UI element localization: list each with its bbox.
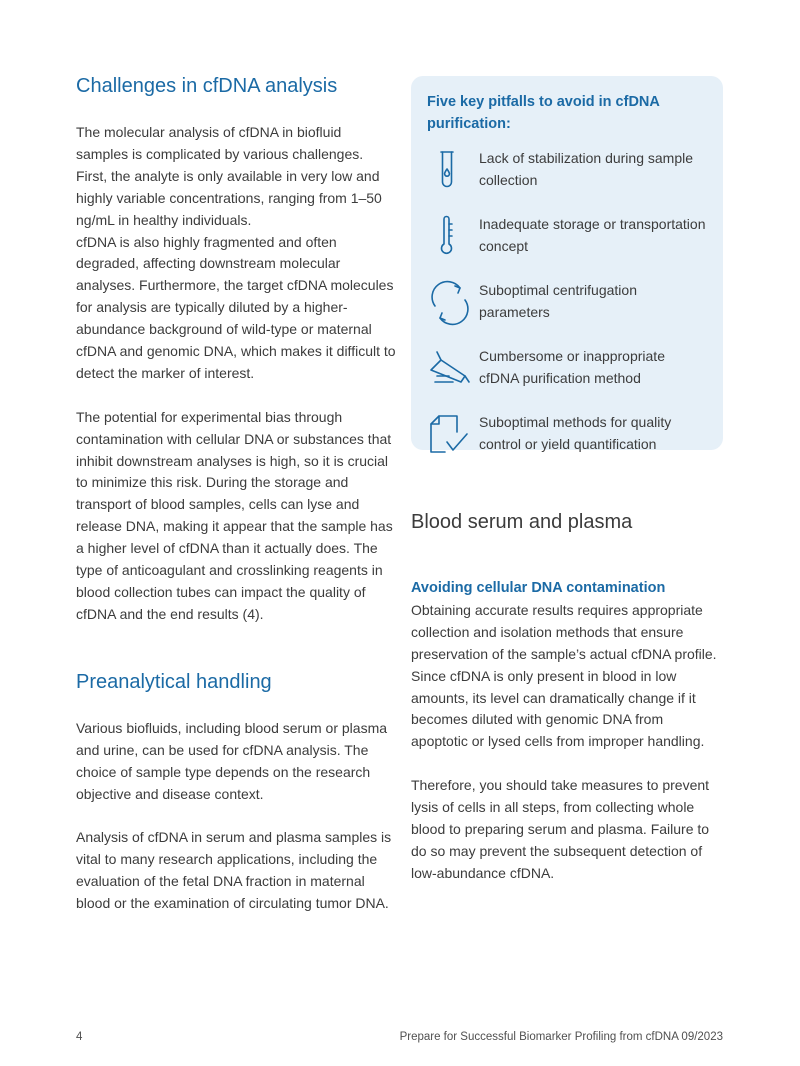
rotation-arrows-icon [427, 280, 479, 326]
pitfall-item [427, 148, 707, 214]
challenges-paragraph-3: The potential for experimental bias through contamination with cellular DNA or substances that inhibit downstream analyses is high, so it is crucial to minimize this risk. During the storage and transport of blood samples, cells can lyse and release DNA, making it appear that the sample has a higher level of cfDNA than it actually does. The type of anticoagulant and crosslinking reagents in blood collection tubes can impact the quality of cfDNA and the end results (4). [76, 408, 393, 622]
document-check-icon [427, 412, 479, 458]
pitfalls-title: Five key pitfalls to avoid in cfDNA purification: [427, 94, 660, 132]
pitfall-text: Lack of stabilization during sample collection [479, 149, 694, 188]
pitfall-text: Inadequate storage or transportation concept [479, 215, 706, 254]
pitfall-item [427, 412, 707, 478]
pipette-icon [427, 346, 479, 392]
pitfall-text: Suboptimal centrifugation parameters [479, 281, 637, 320]
footer-text: Prepare for Successful Biomarker Profiling from cfDNA 09/2023 [399, 1031, 723, 1043]
test-tube-icon [427, 148, 479, 194]
pitfall-text: Suboptimal methods for quality control or yield quantification [479, 413, 672, 452]
preanalytical-heading: Preanalytical handling [76, 670, 272, 693]
challenges-heading: Challenges in cfDNA analysis [76, 75, 338, 97]
blood-paragraph-2: Therefore, you should take measures to prevent lysis of cells in all steps, from collecting whole blood to preparing serum and plasma. Failure to do so may prevent the subsequent detection of low-abundance cfDNA. [411, 777, 710, 881]
preanalytical-paragraph-1: Various biofluids, including blood serum or plasma and urine, can be used for cfDNA analysis. The choice of sample type depends on the research objective and disease context. [76, 719, 388, 802]
challenges-paragraph-1: The molecular analysis of cfDNA in biofluid samples is complicated by various challenges. First, the analyte is only available in very low and highly variable concentrations, ranging from 1–50 ng/mL in healthy individuals. [76, 124, 382, 228]
pitfall-item [427, 346, 707, 412]
pitfall-item [427, 280, 707, 346]
challenges-paragraph-2: cfDNA is also highly fragmented and often degraded, affecting downstream molecular analyses. Furthermore, the target cfDNA molecules for analysis are typically diluted by a higher-abundance background of wild-type or maternal cfDNA and genomic DNA, which makes it difficult to detect the marker of interest. [76, 233, 396, 381]
pitfall-item [427, 214, 707, 280]
right-column [411, 76, 723, 885]
pitfall-text: Cumbersome or inappropriate cfDNA purification method [479, 347, 665, 386]
page-number: 4 [76, 1031, 83, 1043]
blood-serum-heading: Blood serum and plasma [411, 511, 633, 533]
pitfalls-box [411, 76, 723, 450]
preanalytical-paragraph-2: Analysis of cfDNA in serum and plasma samples is vital to many research applications, including the evaluation of the fetal DNA fraction in maternal blood or the examination of circulating tumor DNA. [76, 829, 392, 912]
thermometer-icon [427, 214, 479, 260]
contamination-subheading: Avoiding cellular DNA contamination [411, 580, 666, 596]
left-column [76, 70, 396, 915]
blood-paragraph-1: Obtaining accurate results requires appropriate collection and isolation methods that ensure preservation of the sample’s actual cfDNA profile. Since cfDNA is only present in blood in low amounts, its level can dramatically change if it becomes diluted with genomic DNA from apoptotic or lysed cells from improper handling. [411, 601, 717, 750]
